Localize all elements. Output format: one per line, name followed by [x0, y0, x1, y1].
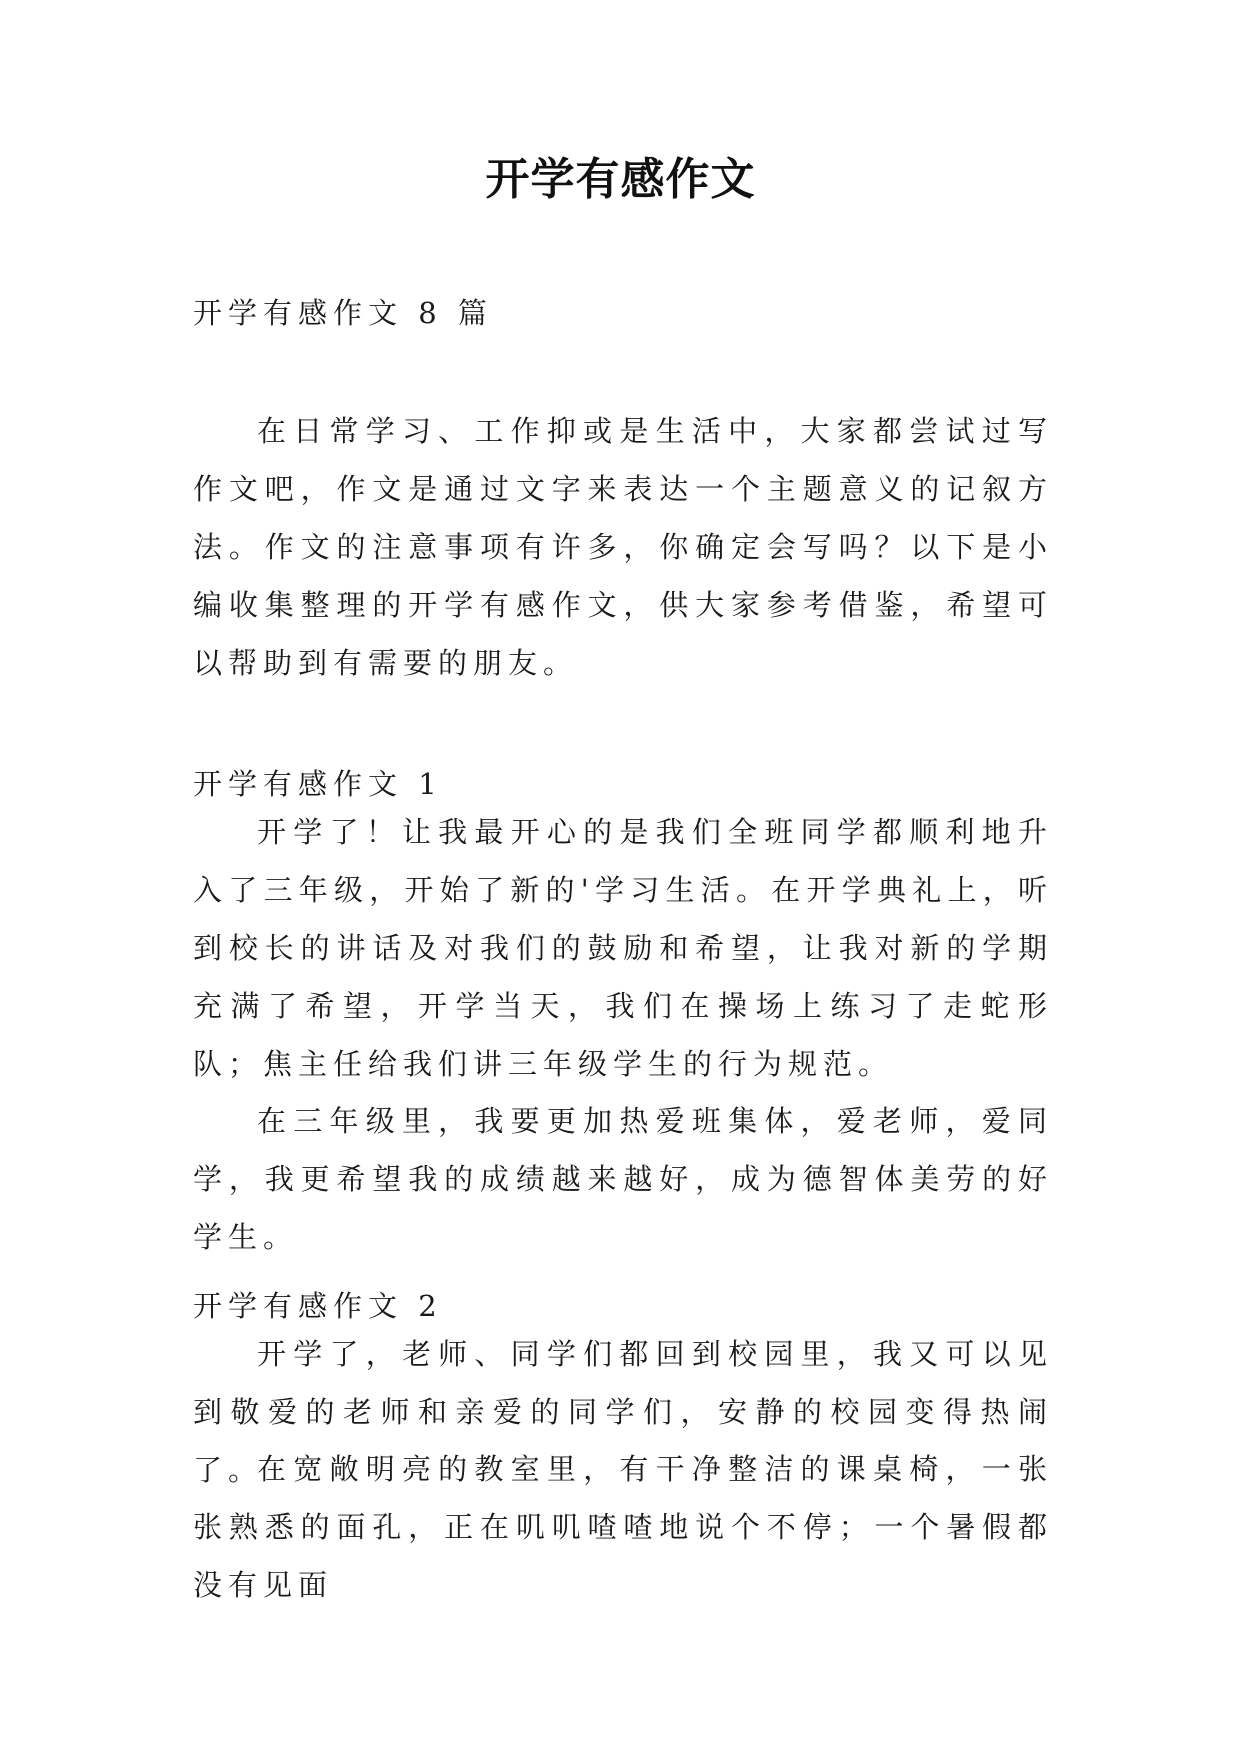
document-subtitle: 开学有感作文 8 篇	[193, 296, 493, 330]
document-title: 开学有感作文	[485, 154, 756, 205]
section-heading-2: 开学有感作文 2	[193, 1289, 443, 1323]
intro-paragraph: 在日常学习、工作抑或是生活中，大家都尝试过写作文吧，作文是通过文字来表达一个主题意义的记叙方法。作文的注意事项有许多，你确定会写吗？以下是小编收集整理的开学有感作文，供大家参考借鉴，希望可以帮助到有需要的朋友。	[193, 414, 1053, 680]
section-2-paragraph-2: 在宽敞明亮的教室里，有干净整洁的课桌椅，一张张熟悉的面孔，正在叽叽喳喳地说个不停；一个暑假都没有见面	[193, 1452, 1053, 1602]
section-1-paragraph-2: 在三年级里，我要更加热爱班集体，爱老师，爱同学，我更希望我的成绩越来越好，成为德智体美劳的好学生。	[193, 1104, 1053, 1254]
section-2-paragraph-1: 开学了，老师、同学们都回到校园里，我又可以见到敬爱的老师和亲爱的同学们，安静的校园变得热闹了。	[193, 1337, 1053, 1487]
section-heading-1: 开学有感作文 1	[193, 767, 443, 801]
section-1-paragraph-1: 开学了！让我最开心的是我们全班同学都顺利地升入了三年级，开始了新的'学习生活。在开学典礼上，听到校长的讲话及对我们的鼓励和希望，让我对新的学期充满了希望，开学当天，我们在操场上练习了走蛇形队；焦主任给我们讲三年级学生的行为规范。	[193, 815, 1053, 1081]
